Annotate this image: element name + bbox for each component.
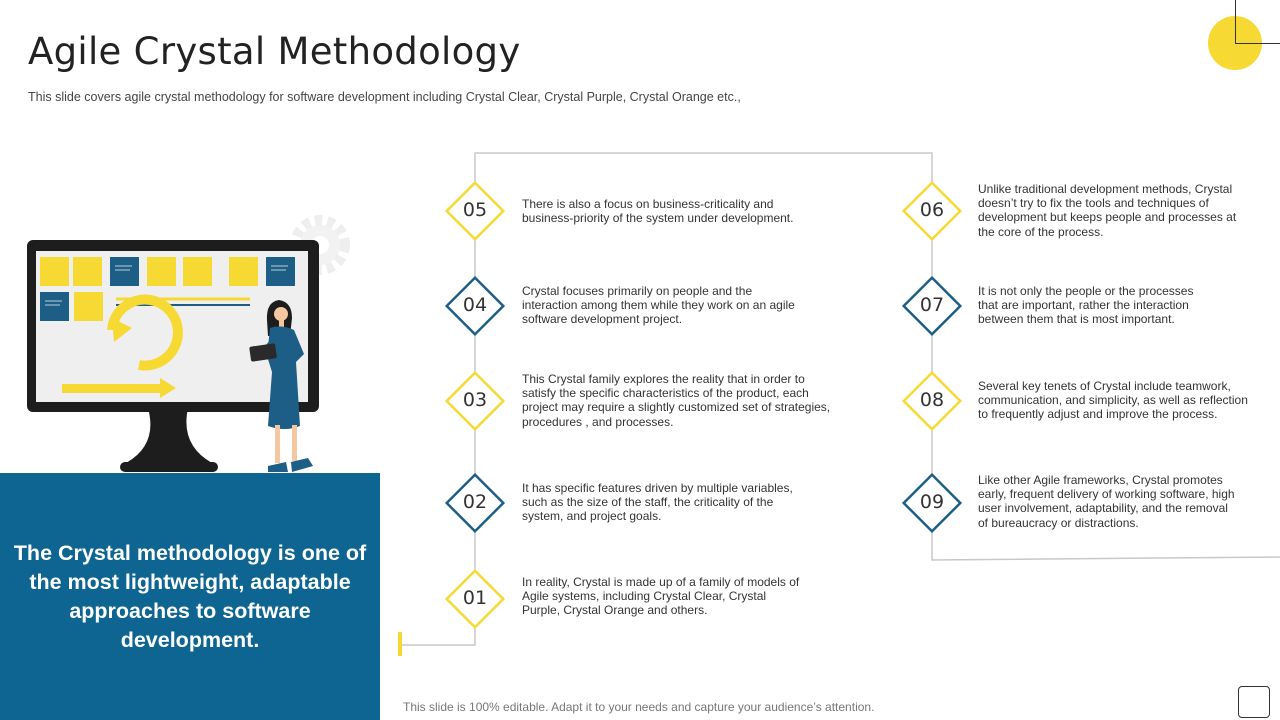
footer-note: This slide is 100% editable. Adapt it to your needs and capture your audience’s attention. [403, 700, 875, 714]
step-text-06: Unlike traditional development methods, Crystal doesn’t try to fix the tools and techniques of development but keeps people and processes at the core of the process. [978, 182, 1237, 239]
step-number-01: 01 [462, 587, 488, 609]
step-text-04: Crystal focuses primarily on people and the interaction among them while they work on an agile software development project. [522, 284, 795, 327]
step-text-05: There is also a focus on business-criticality and business-priority of the system under development. [522, 197, 794, 226]
page-title: Agile Crystal Methodology [28, 30, 521, 73]
step-number-07: 07 [919, 294, 945, 316]
step-text-09: Like other Agile frameworks, Crystal promotes early, frequent delivery of working software, high user involvement, adaptability, and the removal of bureaucracy or distractions. [978, 473, 1235, 530]
step-text-08: Several key tenets of Crystal include teamwork, communication, and simplicity, as well as reflection to frequently adjust and improve the process. [978, 379, 1248, 422]
step-text-03: This Crystal family explores the reality that in order to satisfy the specific characteristics of the product, each project may require a slightly customized set of strategies, procedures , and processes. [522, 372, 831, 429]
step-number-03: 03 [462, 389, 488, 411]
statement-text: The Crystal methodology is one of the most lightweight, adaptable approaches to software development. [13, 541, 367, 652]
step-number-04: 04 [462, 294, 488, 316]
step-number-08: 08 [919, 389, 945, 411]
timeline-start-marker [398, 632, 402, 656]
step-number-05: 05 [462, 199, 488, 221]
page-subtitle: This slide covers agile crystal methodology for software development including Crystal Clear, Crystal Purple, Crystal Orange etc., [28, 90, 741, 104]
footer-corner-box [1238, 686, 1270, 718]
step-number-09: 09 [919, 491, 945, 513]
step-text-01: In reality, Crystal is made up of a family of models of Agile systems, including Crystal Clear, Crystal Purple, Crystal Orange and others. [522, 575, 800, 618]
step-text-07: It is not only the people or the processes that are important, rather the interaction between them that is most important. [978, 284, 1194, 327]
step-number-02: 02 [462, 491, 488, 513]
step-number-06: 06 [919, 199, 945, 221]
step-text-02: It has specific features driven by multiple variables, such as the size of the staff, the criticality of the system, and project goals. [522, 481, 793, 524]
